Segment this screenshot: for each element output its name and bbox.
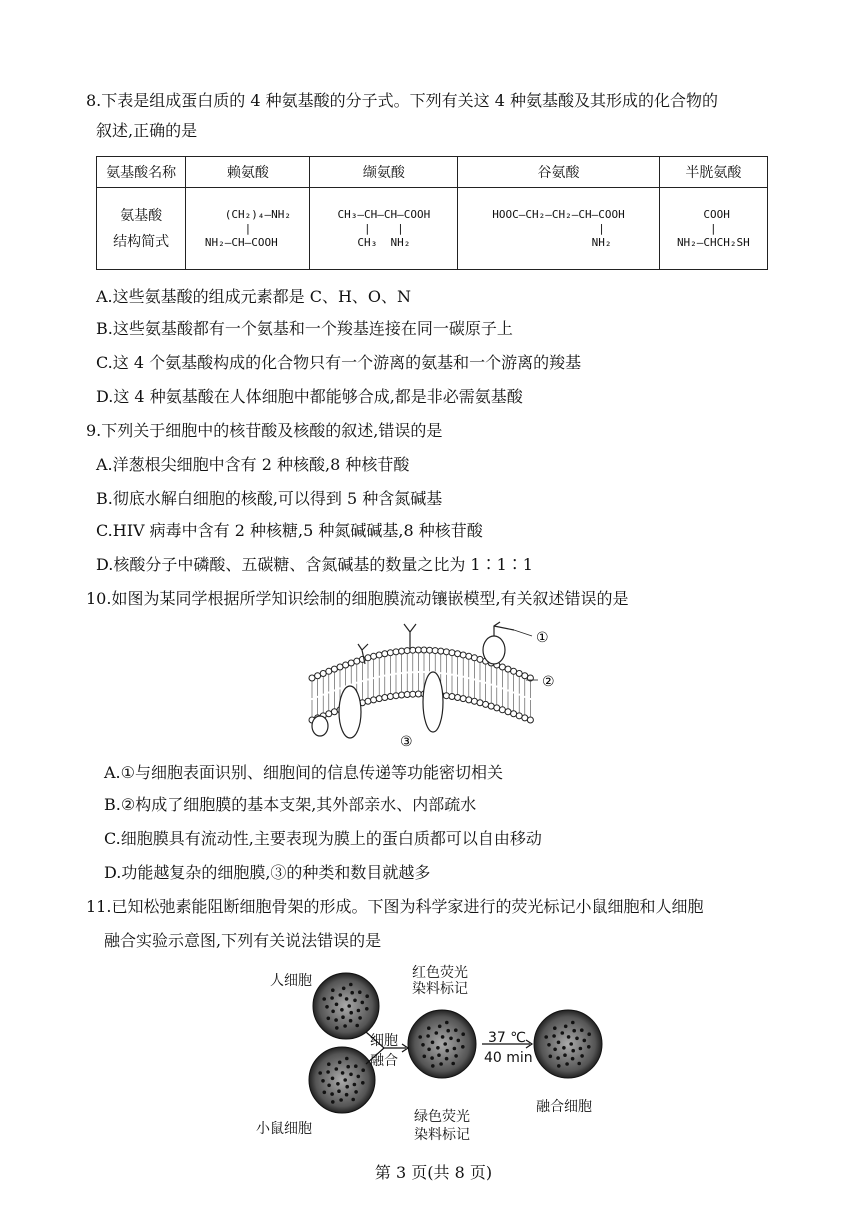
q8-option-d: D.这 4 种氨基酸在人体细胞中都能够合成,都是非必需氨基酸 xyxy=(96,387,523,406)
cell-membrane-figure xyxy=(300,620,570,750)
q8-stem-line1: 8.下表是组成蛋白质的 4 种氨基酸的分子式。下列有关这 4 种氨基酸及其形成的化合物的 xyxy=(86,91,718,110)
table-name-glutamic: 谷氨酸 xyxy=(458,157,659,188)
green-label-line2: 染料标记 xyxy=(414,1127,470,1143)
mouse-cell xyxy=(309,1047,375,1113)
structure-cysteine: COOH | NH₂—CHCH₂SH xyxy=(676,207,750,249)
human-cell-label: 人细胞 xyxy=(270,973,312,989)
page-footer: 第 3 页(共 8 页) xyxy=(374,1163,493,1182)
label-2: ② xyxy=(542,674,555,690)
amino-acid-table xyxy=(96,156,768,270)
protein-top xyxy=(483,636,505,664)
table-header-label: 氨基酸名称 xyxy=(97,157,186,188)
q11-stem-line2: 融合实验示意图,下列有关说法错误的是 xyxy=(104,931,382,950)
marked-cell xyxy=(408,1010,476,1078)
fusion-label-line1: 细胞 xyxy=(370,1033,398,1049)
human-cell xyxy=(313,973,379,1039)
table-name-valine: 缬氨酸 xyxy=(310,157,458,188)
q10-option-c: C.细胞膜具有流动性,主要表现为膜上的蛋白质都可以自由移动 xyxy=(104,829,542,848)
red-label-line2: 染料标记 xyxy=(412,981,468,997)
q9-option-a: A.洋葱根尖细胞中含有 2 种核酸,8 种核苷酸 xyxy=(96,455,410,474)
q9-option-b: B.彻底水解白细胞的核酸,可以得到 5 种含氮碱基 xyxy=(96,489,443,508)
protein-left xyxy=(339,686,361,738)
label-3: ③ xyxy=(400,734,413,750)
fusion-label-line2: 融合 xyxy=(370,1053,398,1069)
q9-option-d: D.核酸分子中磷酸、五碳糖、含氮碱基的数量之比为 1∶1∶1 xyxy=(96,555,533,574)
cell-fusion-figure xyxy=(300,960,620,1120)
protein-bottom-left xyxy=(312,716,328,736)
q8-option-c: C.这 4 个氨基酸构成的化合物只有一个游离的氨基和一个游离的羧基 xyxy=(96,353,582,372)
q10-option-d: D.功能越复杂的细胞膜,③的种类和数目就越多 xyxy=(104,863,431,882)
q10-option-b: B.②构成了细胞膜的基本支架,其外部亲水、内部疏水 xyxy=(104,795,477,814)
q9-stem: 9.下列关于细胞中的核苷酸及核酸的叙述,错误的是 xyxy=(86,421,443,440)
structure-valine: CH₃—CH—CH—COOH | | CH₃ NH₂ xyxy=(337,207,431,249)
q8-option-a: A.这些氨基酸的组成元素都是 C、H、O、N xyxy=(96,287,412,306)
structure-lysine: (CH₂)₄—NH₂ | NH₂—CH—COOH xyxy=(204,207,291,249)
row-label-2: 结构简式 xyxy=(113,233,170,250)
label-1: ① xyxy=(536,630,549,646)
table-header-row xyxy=(97,157,768,188)
row-label-1: 氨基酸 xyxy=(120,207,163,224)
table-cell-structure xyxy=(186,188,310,270)
table-name-cysteine: 半胱氨酸 xyxy=(659,157,767,188)
green-label-line1: 绿色荧光 xyxy=(414,1109,470,1125)
time-label: 40 min xyxy=(484,1050,533,1066)
q9-option-c: C.HIV 病毒中含有 2 种核糖,5 种氮碱碱基,8 种核苷酸 xyxy=(96,521,483,540)
table-row-label xyxy=(97,188,186,270)
q10-stem: 10.如图为某同学根据所学知识绘制的细胞膜流动镶嵌模型,有关叙述错误的是 xyxy=(86,589,629,608)
q8-option-b: B.这些氨基酸都有一个氨基和一个羧基连接在同一碳原子上 xyxy=(96,319,513,338)
mouse-cell-label: 小鼠细胞 xyxy=(256,1121,312,1137)
fused-cell xyxy=(534,1010,602,1078)
structure-glutamic: HOOC—CH₂—CH₂—CH—COOH | NH₂ xyxy=(492,207,625,249)
q10-option-a: A.①与细胞表面识别、细胞间的信息传递等功能密切相关 xyxy=(104,763,503,782)
q11-stem-line1: 11.已知松弛素能阻断细胞骨架的形成。下图为科学家进行的荧光标记小鼠细胞和人细胞 xyxy=(86,897,704,916)
table-cell-structure xyxy=(458,188,659,270)
table-cell-structure xyxy=(310,188,458,270)
table-name-lysine: 赖氨酸 xyxy=(186,157,310,188)
red-label-line1: 红色荧光 xyxy=(412,965,468,981)
table-cell-structure xyxy=(659,188,767,270)
temperature-label: 37 ℃ xyxy=(488,1030,526,1046)
table-structure-row xyxy=(97,188,768,270)
protein-middle xyxy=(423,672,443,732)
q8-stem-line2: 叙述,正确的是 xyxy=(96,121,198,140)
fused-cell-label: 融合细胞 xyxy=(536,1099,592,1115)
